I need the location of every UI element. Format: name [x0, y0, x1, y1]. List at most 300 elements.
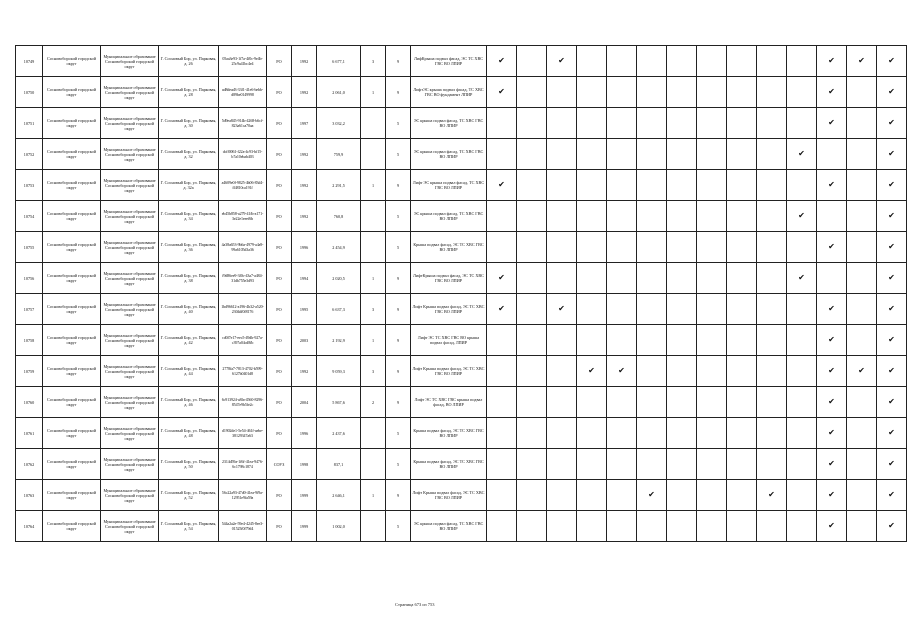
checkmark-icon: ✔: [817, 294, 847, 325]
empty-cell: [637, 201, 667, 232]
table-row: [16, 108, 907, 139]
row-number: 10754: [16, 201, 43, 232]
entrances-cell: 1: [361, 263, 386, 294]
checkmark-icon: ✔: [877, 77, 907, 108]
empty-cell: [727, 139, 757, 170]
municipality-cell: Муниципальное образование Сосновоборский городской округ: [101, 232, 159, 263]
management-cell: РО: [267, 77, 292, 108]
district-cell: Сосновоборский городской округ: [43, 108, 101, 139]
row-number: 10759: [16, 356, 43, 387]
address-cell: Г. Сосновый Бор, ул. Парковая, д. 28: [159, 77, 219, 108]
empty-cell: [817, 263, 847, 294]
management-cell: РО: [267, 46, 292, 77]
floors-cell: 9: [386, 325, 411, 356]
management-cell: РО: [267, 511, 292, 542]
empty-cell: [577, 418, 607, 449]
empty-cell: [667, 449, 697, 480]
municipality-cell: Муниципальное образование Сосновоборский городской округ: [101, 418, 159, 449]
empty-cell: [517, 387, 547, 418]
empty-cell: [727, 449, 757, 480]
area-cell: 760,8: [317, 201, 361, 232]
year-cell: 1999: [292, 480, 317, 511]
checkmark-icon: ✔: [877, 449, 907, 480]
empty-cell: [847, 418, 877, 449]
district-cell: Сосновоборский городской округ: [43, 294, 101, 325]
year-cell: 1992: [292, 46, 317, 77]
address-cell: Г. Сосновый Бор, ул. Парковая, д. 32: [159, 139, 219, 170]
empty-cell: [607, 263, 637, 294]
guid-cell: 544a2a2e-59e4-4245-8ee3-01525f0f79d4: [219, 511, 267, 542]
empty-cell: [487, 418, 517, 449]
entrances-cell: 1: [361, 325, 386, 356]
district-cell: Сосновоборский городской округ: [43, 170, 101, 201]
year-cell: 1992: [292, 201, 317, 232]
empty-cell: [487, 139, 517, 170]
floors-cell: 9: [386, 263, 411, 294]
year-cell: 1998: [292, 449, 317, 480]
empty-cell: [517, 46, 547, 77]
district-cell: Сосновоборский городской округ: [43, 449, 101, 480]
address-cell: Г. Сосновый Бор, ул. Парковая, д. 44: [159, 356, 219, 387]
empty-cell: [697, 325, 727, 356]
empty-cell: [487, 232, 517, 263]
empty-cell: [667, 356, 697, 387]
works-cell: ЛифтЭС крыша подвал фасад, ТС ХВС ГВС ВО фундамент ЛПИР: [411, 77, 487, 108]
empty-cell: [667, 108, 697, 139]
empty-cell: [667, 170, 697, 201]
empty-cell: [727, 325, 757, 356]
row-number: 10753: [16, 170, 43, 201]
table-row: [16, 294, 907, 325]
works-cell: Крыша подвал фасад, ЭС ТС ХВС ГВС ВО ЛПИР: [411, 449, 487, 480]
checkmark-icon: ✔: [817, 480, 847, 511]
district-cell: Сосновоборский городской округ: [43, 77, 101, 108]
page-footer: Страница 673 из 753: [395, 602, 435, 607]
empty-cell: [787, 449, 817, 480]
row-number: 10750: [16, 77, 43, 108]
area-cell: 837,1: [317, 449, 361, 480]
row-number: 10751: [16, 108, 43, 139]
row-number: 10763: [16, 480, 43, 511]
empty-cell: [727, 356, 757, 387]
checkmark-icon: ✔: [877, 418, 907, 449]
address-cell: Г. Сосновый Бор, ул. Парковая, д. 54: [159, 511, 219, 542]
works-cell: ЭС крыша подвал фасад, ТС ХВС ГВС ВО ЛПИР: [411, 139, 487, 170]
area-cell: 2 291,5: [317, 170, 361, 201]
empty-cell: [697, 232, 727, 263]
empty-cell: [637, 294, 667, 325]
empty-cell: [697, 480, 727, 511]
empty-cell: [517, 77, 547, 108]
works-cell: Лифт Крыша подвал фасад, ЭС ТС ХВС ГВС ВО ЛПИР: [411, 356, 487, 387]
entrances-cell: [361, 139, 386, 170]
checkmark-icon: ✔: [877, 263, 907, 294]
guid-cell: 56c22a93-47d0-41ea-9f9a-12951e9fa59a: [219, 480, 267, 511]
empty-cell: [727, 108, 757, 139]
works-cell: ЛифтКрыша подвал фасад, ЭС ТС ХВС ГВС ВО ЛПИР: [411, 263, 487, 294]
empty-cell: [787, 418, 817, 449]
empty-cell: [577, 263, 607, 294]
checkmark-icon: ✔: [547, 294, 577, 325]
empty-cell: [757, 108, 787, 139]
municipality-cell: Муниципальное образование Сосновоборский городской округ: [101, 263, 159, 294]
management-cell: РО: [267, 263, 292, 294]
checkmark-icon: ✔: [487, 294, 517, 325]
district-cell: Сосновоборский городской округ: [43, 511, 101, 542]
empty-cell: [667, 480, 697, 511]
floors-cell: 5: [386, 511, 411, 542]
checkmark-icon: ✔: [817, 511, 847, 542]
entrances-cell: [361, 108, 386, 139]
works-cell: Лифт ЭС ТС ХВС ГВС ВО крыша подвал фасад, ЛПИР: [411, 325, 487, 356]
empty-cell: [547, 449, 577, 480]
checkmark-icon: ✔: [817, 387, 847, 418]
entrances-cell: 3: [361, 46, 386, 77]
empty-cell: [547, 387, 577, 418]
empty-cell: [607, 232, 637, 263]
guid-cell: eb45b858-a279-41fb-a171-3e22e1eeef6b: [219, 201, 267, 232]
checkmark-icon: ✔: [877, 108, 907, 139]
checkmark-icon: ✔: [817, 356, 847, 387]
empty-cell: [667, 263, 697, 294]
empty-cell: [697, 139, 727, 170]
year-cell: 1995: [292, 294, 317, 325]
checkmark-icon: ✔: [787, 139, 817, 170]
empty-cell: [757, 139, 787, 170]
empty-cell: [547, 232, 577, 263]
empty-cell: [667, 294, 697, 325]
empty-cell: [787, 77, 817, 108]
address-cell: Г. Сосновый Бор, ул. Парковая, д. 38: [159, 263, 219, 294]
management-cell: РО: [267, 480, 292, 511]
works-cell: ЛифКрыша подвал фасад, ЭС ТС ХВС ГВС ВО ЛПИР: [411, 46, 487, 77]
checkmark-icon: ✔: [877, 356, 907, 387]
works-cell: ЭС крыша подвал фасад, ТС ХВС ГВС ВО ЛПИР: [411, 511, 487, 542]
guid-cell: 4a38a653-9b6a-4979-a4a9-99a6105d3a36: [219, 232, 267, 263]
address-cell: Г. Сосновый Бор, ул. Парковая, д. 34: [159, 201, 219, 232]
management-cell: РО: [267, 418, 292, 449]
empty-cell: [637, 232, 667, 263]
empty-cell: [667, 77, 697, 108]
checkmark-icon: ✔: [817, 325, 847, 356]
checkmark-icon: ✔: [487, 263, 517, 294]
area-cell: 5 867,6: [317, 387, 361, 418]
empty-cell: [487, 511, 517, 542]
checkmark-icon: ✔: [487, 77, 517, 108]
row-number: 10755: [16, 232, 43, 263]
empty-cell: [637, 418, 667, 449]
empty-cell: [787, 480, 817, 511]
area-cell: 2 020,5: [317, 263, 361, 294]
empty-cell: [697, 46, 727, 77]
empty-cell: [547, 170, 577, 201]
empty-cell: [727, 418, 757, 449]
table-row: [16, 480, 907, 511]
address-cell: Г. Сосновый Бор, ул. Парковая, д. 40: [159, 294, 219, 325]
floors-cell: 5: [386, 232, 411, 263]
empty-cell: [697, 170, 727, 201]
entrances-cell: 1: [361, 480, 386, 511]
empty-cell: [577, 46, 607, 77]
empty-cell: [757, 294, 787, 325]
management-cell: РО: [267, 387, 292, 418]
guid-cell: 6c913924-a8fa-4560-8296-8547e9b5fe2c: [219, 387, 267, 418]
management-cell: РО: [267, 232, 292, 263]
address-cell: Г. Сосновый Бор, ул. Парковая, д. 50: [159, 449, 219, 480]
checkmark-icon: ✔: [487, 170, 517, 201]
row-number: 10757: [16, 294, 43, 325]
empty-cell: [757, 356, 787, 387]
row-number: 10756: [16, 263, 43, 294]
housing-register-sheet: [15, 45, 895, 570]
empty-cell: [847, 449, 877, 480]
area-cell: 6 677,1: [317, 46, 361, 77]
address-cell: Г. Сосновый Бор, ул. Парковая, д. 48: [159, 418, 219, 449]
district-cell: Сосновоборский городской округ: [43, 325, 101, 356]
area-cell: 6 637,3: [317, 294, 361, 325]
year-cell: 1992: [292, 356, 317, 387]
empty-cell: [607, 77, 637, 108]
year-cell: 1992: [292, 77, 317, 108]
table-row: [16, 77, 907, 108]
year-cell: 2004: [292, 387, 317, 418]
empty-cell: [817, 139, 847, 170]
works-cell: Лифт Крыша подвал фасад, ЭС ТС ХВС ГВС ВО ЛПИР: [411, 294, 487, 325]
area-cell: 2 437,6: [317, 418, 361, 449]
municipality-cell: Муниципальное образование Сосновоборский городской округ: [101, 108, 159, 139]
empty-cell: [847, 325, 877, 356]
municipality-cell: Муниципальное образование Сосновоборский городской округ: [101, 356, 159, 387]
checkmark-icon: ✔: [877, 201, 907, 232]
empty-cell: [547, 418, 577, 449]
address-cell: Г. Сосновый Бор, ул. Парковая, д. 52: [159, 480, 219, 511]
row-number: 10749: [16, 46, 43, 77]
area-cell: 2 192,9: [317, 325, 361, 356]
checkmark-icon: ✔: [817, 46, 847, 77]
empty-cell: [637, 449, 667, 480]
empty-cell: [517, 108, 547, 139]
empty-cell: [787, 46, 817, 77]
empty-cell: [787, 356, 817, 387]
municipality-cell: Муниципальное образование Сосновоборский городской округ: [101, 480, 159, 511]
empty-cell: [577, 139, 607, 170]
empty-cell: [697, 201, 727, 232]
empty-cell: [547, 77, 577, 108]
empty-cell: [547, 108, 577, 139]
empty-cell: [727, 480, 757, 511]
municipality-cell: Муниципальное образование Сосновоборский городской округ: [101, 511, 159, 542]
district-cell: Сосновоборский городской округ: [43, 232, 101, 263]
row-number: 10758: [16, 325, 43, 356]
works-cell: Крыша подвал фасад, ЭС ТС ХВС ГВС ВО ЛПИР: [411, 418, 487, 449]
empty-cell: [487, 201, 517, 232]
management-cell: РО: [267, 139, 292, 170]
management-cell: РО: [267, 294, 292, 325]
empty-cell: [697, 511, 727, 542]
empty-cell: [697, 263, 727, 294]
guid-cell: ad8dead3-33f1-41e6-bebb-d89be0149998: [219, 77, 267, 108]
empty-cell: [577, 170, 607, 201]
empty-cell: [787, 325, 817, 356]
row-number: 10762: [16, 449, 43, 480]
checkmark-icon: ✔: [817, 108, 847, 139]
municipality-cell: Муниципальное образование Сосновоборский городской округ: [101, 139, 159, 170]
checkmark-icon: ✔: [877, 387, 907, 418]
entrances-cell: [361, 449, 386, 480]
municipality-cell: Муниципальное образование Сосновоборский городской округ: [101, 201, 159, 232]
empty-cell: [817, 201, 847, 232]
empty-cell: [517, 232, 547, 263]
table-row: [16, 418, 907, 449]
empty-cell: [577, 449, 607, 480]
empty-cell: [517, 511, 547, 542]
empty-cell: [757, 387, 787, 418]
area-cell: 2 646,1: [317, 480, 361, 511]
empty-cell: [727, 170, 757, 201]
management-cell: РО: [267, 356, 292, 387]
row-number: 10752: [16, 139, 43, 170]
empty-cell: [667, 511, 697, 542]
empty-cell: [727, 232, 757, 263]
floors-cell: 5: [386, 418, 411, 449]
empty-cell: [547, 511, 577, 542]
address-cell: Г. Сосновый Бор, ул. Парковая, д. 26: [159, 46, 219, 77]
checkmark-icon: ✔: [877, 511, 907, 542]
empty-cell: [727, 263, 757, 294]
checkmark-icon: ✔: [877, 325, 907, 356]
checkmark-icon: ✔: [877, 294, 907, 325]
floors-cell: 9: [386, 77, 411, 108]
municipality-cell: Муниципальное образование Сосновоборский городской округ: [101, 387, 159, 418]
empty-cell: [727, 201, 757, 232]
entrances-cell: [361, 418, 386, 449]
empty-cell: [667, 418, 697, 449]
empty-cell: [847, 232, 877, 263]
checkmark-icon: ✔: [847, 46, 877, 77]
works-cell: Крыша подвал фасад, ЭС ТС ХВС ГВС ВО ЛПИР: [411, 232, 487, 263]
empty-cell: [757, 325, 787, 356]
floors-cell: 9: [386, 387, 411, 418]
year-cell: 1994: [292, 263, 317, 294]
guid-cell: 5d9ea845-914b-4268-b6cf-823a61ca70aa: [219, 108, 267, 139]
area-cell: 3 032,2: [317, 108, 361, 139]
checkmark-icon: ✔: [817, 232, 847, 263]
empty-cell: [787, 511, 817, 542]
management-cell: РО: [267, 108, 292, 139]
empty-cell: [607, 511, 637, 542]
empty-cell: [667, 232, 697, 263]
empty-cell: [487, 356, 517, 387]
floors-cell: 9: [386, 294, 411, 325]
checkmark-icon: ✔: [547, 46, 577, 77]
table-row: [16, 356, 907, 387]
table-row: [16, 46, 907, 77]
empty-cell: [517, 139, 547, 170]
empty-cell: [847, 511, 877, 542]
entrances-cell: 2: [361, 387, 386, 418]
checkmark-icon: ✔: [817, 77, 847, 108]
municipality-cell: Муниципальное образование Сосновоборский городской округ: [101, 46, 159, 77]
district-cell: Сосновоборский городской округ: [43, 139, 101, 170]
empty-cell: [577, 325, 607, 356]
empty-cell: [697, 294, 727, 325]
empty-cell: [847, 139, 877, 170]
empty-cell: [667, 325, 697, 356]
empty-cell: [517, 480, 547, 511]
empty-cell: [667, 201, 697, 232]
guid-cell: 1bd96612-a196-4b32-a520-2304df0f8176: [219, 294, 267, 325]
empty-cell: [517, 418, 547, 449]
empty-cell: [697, 108, 727, 139]
works-cell: Лифт ЭС крыша подвал фасад, ТС ХВС ГВС ВО ЛПИР: [411, 170, 487, 201]
municipality-cell: Муниципальное образование Сосновоборский городской округ: [101, 77, 159, 108]
floors-cell: 5: [386, 201, 411, 232]
empty-cell: [547, 325, 577, 356]
empty-cell: [727, 46, 757, 77]
checkmark-icon: ✔: [847, 356, 877, 387]
empty-cell: [607, 139, 637, 170]
works-cell: ЭС крыша подвал фасад, ТС ХВС ГВС ВО ЛПИР: [411, 108, 487, 139]
empty-cell: [847, 77, 877, 108]
empty-cell: [637, 325, 667, 356]
works-cell: Лифт ЭС ТС ХВС ГВС крыша подвал фасад, ВО ЛПИР: [411, 387, 487, 418]
row-number: 10761: [16, 418, 43, 449]
empty-cell: [667, 139, 697, 170]
checkmark-icon: ✔: [637, 480, 667, 511]
empty-cell: [637, 511, 667, 542]
area-cell: 759,9: [317, 139, 361, 170]
year-cell: 1992: [292, 139, 317, 170]
empty-cell: [847, 170, 877, 201]
checkmark-icon: ✔: [487, 46, 517, 77]
checkmark-icon: ✔: [607, 356, 637, 387]
empty-cell: [847, 480, 877, 511]
municipality-cell: Муниципальное образование Сосновоборский городской округ: [101, 449, 159, 480]
floors-cell: 9: [386, 480, 411, 511]
table-row: [16, 170, 907, 201]
empty-cell: [847, 201, 877, 232]
empty-cell: [607, 387, 637, 418]
empty-cell: [637, 387, 667, 418]
area-cell: 1 002,0: [317, 511, 361, 542]
management-cell: СОУЗ: [267, 449, 292, 480]
empty-cell: [757, 170, 787, 201]
table-row: [16, 511, 907, 542]
empty-cell: [577, 511, 607, 542]
empty-cell: [757, 77, 787, 108]
table-row: [16, 139, 907, 170]
area-cell: 9 059,3: [317, 356, 361, 387]
empty-cell: [637, 170, 667, 201]
address-cell: Г. Сосновый Бор, ул. Парковая, д. 46: [159, 387, 219, 418]
empty-cell: [727, 387, 757, 418]
empty-cell: [697, 77, 727, 108]
table-row: [16, 387, 907, 418]
empty-cell: [517, 201, 547, 232]
empty-cell: [757, 449, 787, 480]
year-cell: 1997: [292, 108, 317, 139]
empty-cell: [577, 108, 607, 139]
empty-cell: [607, 201, 637, 232]
empty-cell: [727, 77, 757, 108]
empty-cell: [787, 294, 817, 325]
empty-cell: [607, 418, 637, 449]
checkmark-icon: ✔: [877, 480, 907, 511]
empty-cell: [547, 356, 577, 387]
entrances-cell: [361, 511, 386, 542]
empty-cell: [487, 387, 517, 418]
entrances-cell: [361, 201, 386, 232]
